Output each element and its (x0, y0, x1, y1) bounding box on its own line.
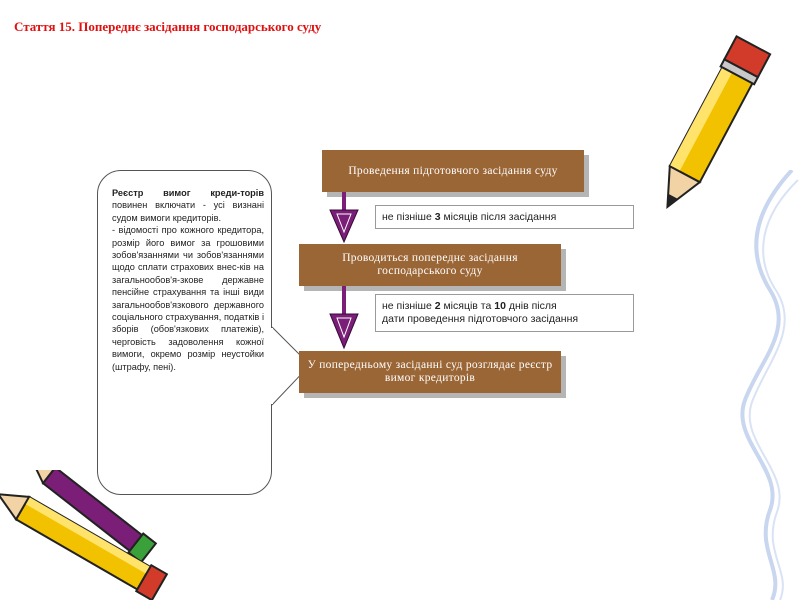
arrow-down-icon (328, 286, 360, 351)
page-title: Стаття 15. Попереднє засідання господарського суду (14, 19, 322, 34)
creditor-registry-lead: Реєстр вимог креди-торів (112, 188, 264, 198)
step-preliminary-hearing: Проводиться попереднє засідання господарського суду (299, 244, 561, 286)
arrow-down-icon (328, 192, 360, 244)
step-registry-review: У попередньому засіданні суд розглядає реєстр вимог кредиторів (299, 351, 561, 393)
note-3-months: не пізніше 3 місяців після засідання (375, 205, 634, 229)
pencil-icon (650, 0, 800, 215)
ribbon-decoration (700, 170, 800, 600)
creditor-registry-body: повинен включати - усі визнані судом вимоги кредиторів. - відомості про кожного кредитора, розмір його вимог за грошовими зобов'язаннями чи зобов'язаннями щодо сплати страхових внес-ків на загальнообов'я-зкове державне пенсійне страхування та інші види загальнообов'язкового державного соціального страхування, податків і зборів (обов'язкових платежів), черговість задоволення кожної вимоги, окремо розмір неустойки (штрафу, пені). (112, 200, 264, 372)
creditor-registry-text (112, 187, 264, 373)
step-preparatory-hearing: Проведення підготовчого засідання суду (322, 150, 584, 192)
note-2-months-10-days: не пізніше 2 місяців та 10 днів після дати проведення підготовчого засідання (375, 294, 634, 332)
